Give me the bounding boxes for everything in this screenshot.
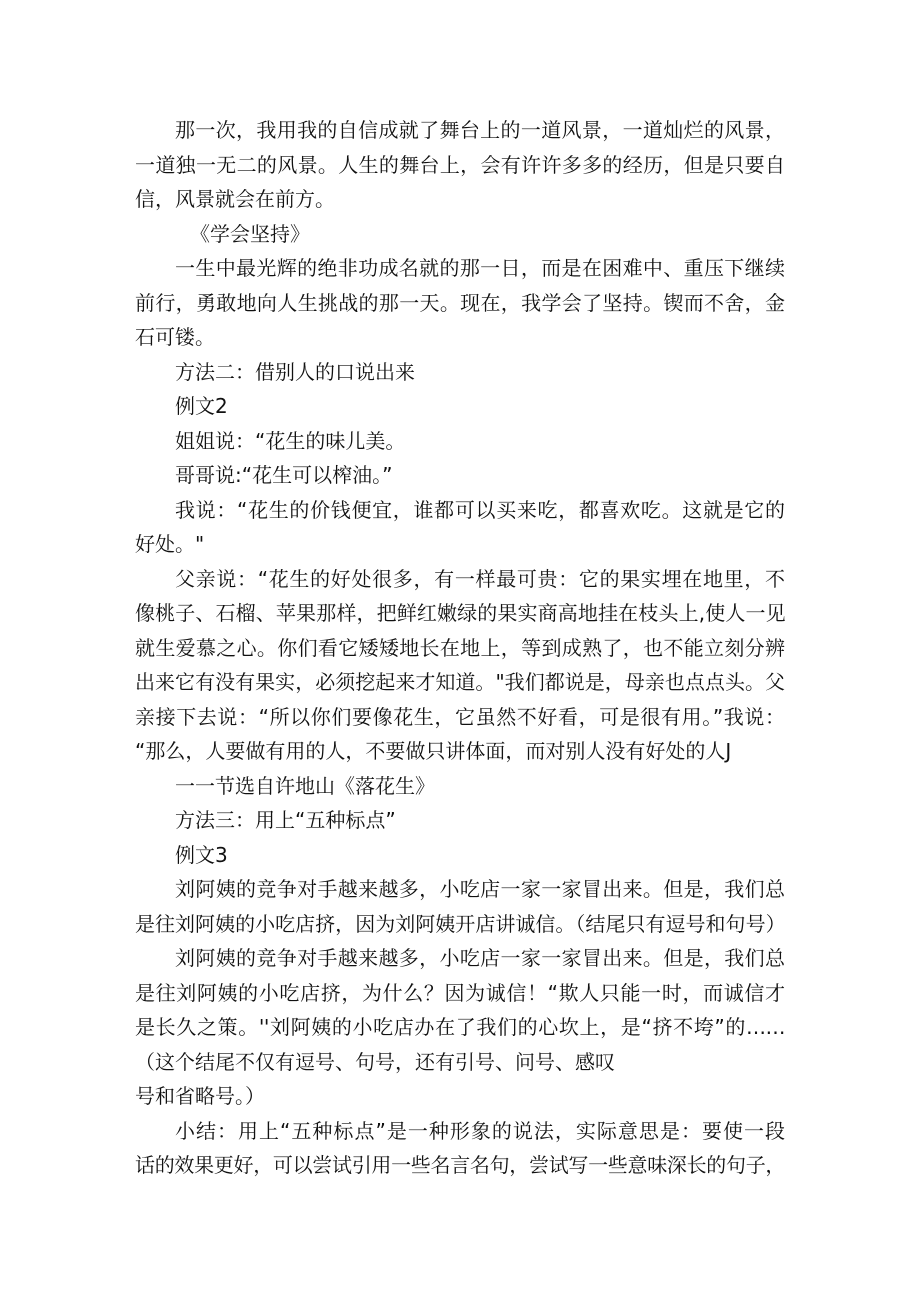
method-two-heading (135, 355, 785, 390)
dialogue-me (135, 493, 785, 562)
paragraph-summary (135, 1114, 785, 1183)
text-line: 就生爱慕之心。你们看它矮矮地长在地上，等到成熟了，也不能立刻分辨 (135, 635, 785, 660)
text-line: 出来它有没有果实，必须挖起来才知道。"我们都说是，母亲也点点头。父 (135, 670, 785, 694)
text-line: “那么，人要做有用的人，不要做只讲体面，而对别人没有好处的人J (135, 739, 732, 763)
dialogue-father (135, 562, 785, 769)
text-line: 例文2 (175, 394, 228, 418)
paragraph-aunt-liu-punctuated (135, 941, 785, 1114)
text-line: 那一次，我用我的自信成就了舞台上的一道风景，一道灿烂的风景， (175, 118, 785, 142)
text-line: 我说：“花生的价钱便宜，谁都可以买来吃，都喜欢吃。这就是它的 (175, 497, 785, 522)
text-line: 一生中最光辉的绝非功成名就的那一日，而是在困难中、重压下继续 (175, 256, 785, 280)
text-line: 前行，勇敢地向人生挑战的那一天。现在，我学会了坚持。锲而不舍，金 (135, 290, 785, 315)
example-2-label (135, 389, 785, 424)
text-line: 信，风景就会在前方。 (135, 187, 335, 211)
text-line: 哥哥说:“花生可以榨油。” (175, 463, 393, 487)
text-line: 号和省略号。） (135, 1084, 265, 1108)
text-line: 是往刘阿姨的小吃店挤，因为刘阿姨开店讲诚信。（结尾只有逗号和句号） (135, 911, 785, 936)
document-body (135, 113, 785, 1183)
text-line: 话的效果更好，可以尝试引用一些名言名句，尝试写一些意味深长的句子， (135, 1153, 786, 1177)
text-line: 是往刘阿姨的小吃店挤，为什么？因为诚信！“欺人只能一时，而诚信才 (135, 980, 785, 1005)
text-line: 刘阿姨的竞争对手越来越多，小吃店一家一家冒出来。但是，我们总 (175, 877, 785, 901)
method-three-heading (135, 803, 785, 838)
paragraph-aunt-liu-plain (135, 872, 785, 941)
paragraph-confidence-ending (135, 113, 785, 217)
text-line: 刘阿姨的竞争对手越来越多，小吃店一家一家冒出来。但是，我们总 (175, 946, 785, 970)
dialogue-sister (135, 424, 785, 459)
text-line: 一一节选自许地山《落花生》 (175, 773, 435, 798)
text-line: 方法二：借别人的口说出来 (175, 359, 415, 384)
text-line: 父亲说：“花生的好处很多，有一样最可贵：它的果实埋在地里，不 (175, 566, 785, 591)
text-line: 姐姐说：“花生的味儿美。 (175, 428, 406, 453)
paragraph-persistence (135, 251, 785, 355)
essay-title (135, 217, 785, 252)
text-line: 方法三：用上“五种标点” (175, 808, 396, 832)
text-line: 像桃子、石榴、苹果那样，把鲜红嫩绿的果实商高地挂在枝头上,使人一见 (135, 601, 785, 625)
text-line: 《学会坚持》 (190, 221, 310, 246)
example-3-label (135, 838, 785, 873)
text-line: 好处。" (135, 532, 205, 556)
text-line: 是长久之策。''刘阿姨的小吃店办在了我们的心坎上，是“挤不垮”的…… (135, 1015, 785, 1039)
text-line: 石可镂。 (135, 325, 215, 349)
text-line: 亲接下去说：“所以你们要像花生，它虽然不好看，可是很有用。”我说： (135, 704, 785, 729)
text-line: （这个结尾不仅有逗号、句号，还有引号、问号、感叹 (135, 1049, 615, 1074)
text-line: 小结：用上“五种标点”是一种形象的说法，实际意思是：要使一段 (175, 1118, 785, 1143)
dialogue-brother (135, 458, 785, 493)
excerpt-source (135, 769, 785, 804)
text-line: 一道独一无二的风景。人生的舞台上，会有许许多多的经历，但是只要自 (135, 152, 785, 177)
text-line: 例文3 (175, 842, 228, 867)
